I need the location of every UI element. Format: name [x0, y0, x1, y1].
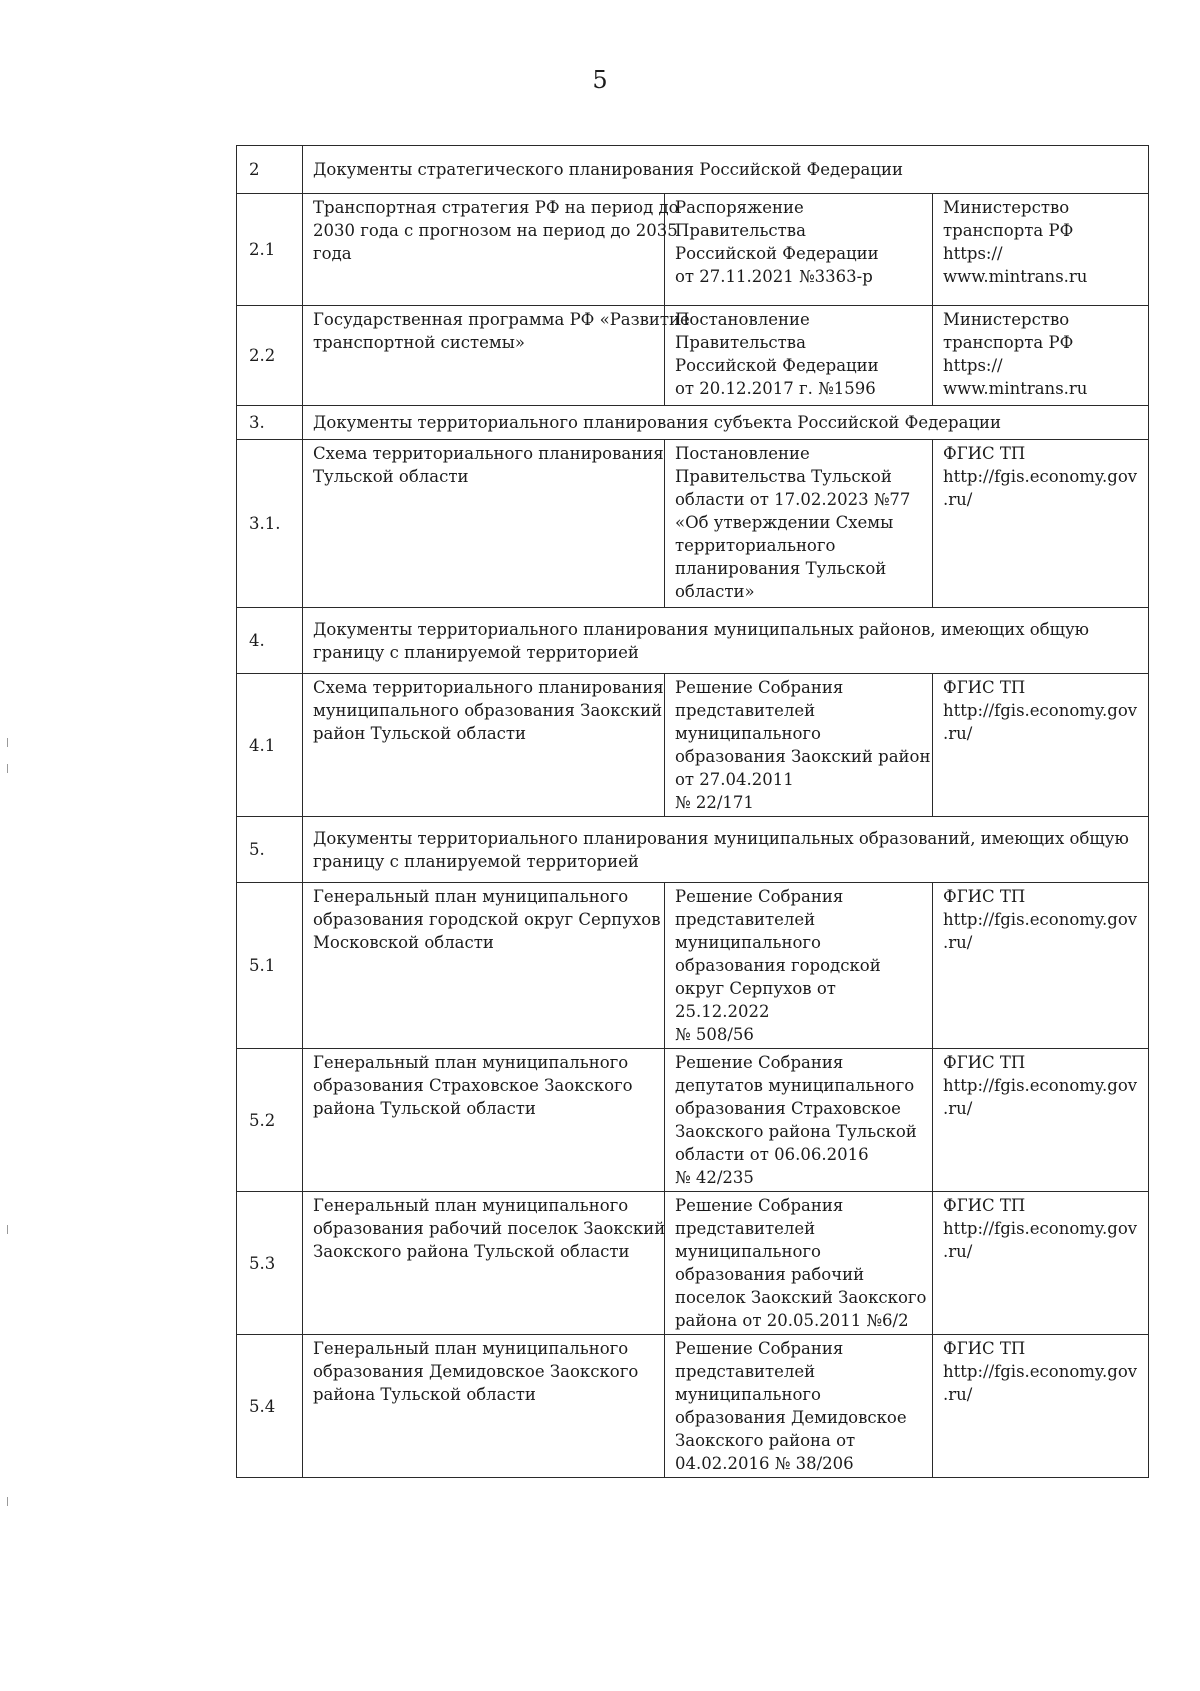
row-number: 2: [237, 146, 303, 194]
approval-act-line: «Об утверждении Схемы: [675, 513, 894, 532]
document-name-line: образования Демидовское Заокского: [313, 1362, 639, 1381]
row-number: 3.1.: [237, 440, 303, 608]
approval-act-line: № 508/56: [675, 1025, 754, 1044]
approval-act-line: Заокского района Тульской: [675, 1122, 917, 1141]
document-name-line: Московской области: [313, 933, 494, 952]
approval-act: [665, 1049, 933, 1192]
table-row: [237, 194, 1149, 306]
section-title-line: Документы территориального планирования муниципальных районов, имеющих общую: [313, 619, 1090, 639]
section-row: [237, 817, 1149, 883]
document-name-line: Тульской области: [313, 467, 469, 486]
section-title-line: Документы территориального планирования муниципальных образований, имеющих общую: [313, 828, 1129, 848]
approval-act-line: Решение Собрания: [675, 1053, 844, 1072]
approval-act-line: 04.02.2016 № 38/206: [675, 1454, 854, 1473]
source-info-line: .ru/: [943, 724, 973, 743]
document-name-line: 2030 года с прогнозом на период до 2035: [313, 221, 678, 240]
source-info-line: .ru/: [943, 1099, 973, 1118]
approval-act-line: муниципального: [675, 933, 821, 952]
approval-act-line: от 20.12.2017 г. №1596: [675, 379, 876, 398]
table-row: [237, 674, 1149, 817]
document-name-line: района Тульской области: [313, 1099, 536, 1118]
source-info-line: http://fgis.economy.gov: [943, 910, 1138, 929]
document-name-line: Генеральный план муниципального: [313, 1339, 629, 1358]
approval-act-line: Распоряжение: [675, 198, 804, 217]
source-info-line: .ru/: [943, 1242, 973, 1261]
approval-act-line: поселок Заокский Заокского: [675, 1288, 927, 1307]
document-name: [303, 194, 679, 306]
source-info: [933, 674, 1149, 817]
section-title-line: Документы стратегического планирования Российской Федерации: [313, 160, 903, 179]
source-info-line: http://fgis.economy.gov: [943, 467, 1138, 486]
table-row: [237, 306, 1149, 406]
row-number: 5.2: [237, 1049, 303, 1192]
document-name: [303, 1049, 665, 1192]
approval-act-line: Заокского района от: [675, 1431, 856, 1450]
approval-act-line: муниципального: [675, 1242, 821, 1261]
document-name-line: Заокского района Тульской области: [313, 1242, 630, 1261]
source-info-line: http://fgis.economy.gov: [943, 1219, 1138, 1238]
row-number: 5.4: [237, 1335, 303, 1478]
section-title: [303, 146, 1149, 194]
source-info-line: www.mintrans.ru: [943, 267, 1088, 286]
document-name-line: Транспортная стратегия РФ на период до: [313, 198, 679, 217]
source-info-line: ФГИС ТП: [943, 887, 1026, 906]
scan-margin-mark: [7, 1497, 8, 1506]
source-info: [933, 440, 1149, 608]
source-info-line: http://fgis.economy.gov: [943, 1076, 1138, 1095]
source-info-line: ФГИС ТП: [943, 1196, 1026, 1215]
document-name: [303, 1335, 665, 1478]
approval-act-line: депутатов муниципального: [675, 1076, 915, 1095]
table-row: [237, 1192, 1149, 1335]
approval-act-line: Решение Собрания: [675, 1339, 844, 1358]
approval-act: [665, 883, 933, 1049]
section-title-line: границу с планируемой территорией: [313, 642, 639, 662]
source-info-line: https://: [943, 356, 1003, 375]
source-info: [933, 194, 1149, 306]
source-info-line: ФГИС ТП: [943, 1053, 1026, 1072]
table-row: [237, 883, 1149, 1049]
approval-act-line: Правительства Тульской: [675, 467, 892, 486]
approval-act-line: Решение Собрания: [675, 678, 844, 697]
section-row: [237, 146, 1149, 194]
source-info-line: .ru/: [943, 1385, 973, 1404]
document-name-line: Генеральный план муниципального: [313, 887, 629, 906]
source-info-line: .ru/: [943, 933, 973, 952]
row-number: 2.2: [237, 306, 303, 406]
approval-act-line: района от 20.05.2011 №6/2: [675, 1311, 909, 1330]
document-name-line: Государственная программа РФ «Развитие: [313, 310, 690, 329]
section-row: [237, 608, 1149, 674]
approval-act-line: образования Заокский район: [675, 747, 931, 766]
source-info-line: Министерство: [943, 310, 1070, 329]
source-info-line: www.mintrans.ru: [943, 379, 1088, 398]
document-name-line: образования городской округ Серпухов: [313, 910, 661, 929]
documents-table-body: [237, 146, 1149, 1478]
source-info: [933, 1049, 1149, 1192]
approval-act-line: Правительства: [675, 221, 806, 240]
section-title: [303, 817, 1149, 883]
approval-act-line: образования городской: [675, 956, 881, 975]
page-number: 5: [592, 66, 608, 94]
documents-table: [236, 145, 1149, 1478]
approval-act: [665, 194, 933, 306]
approval-act-line: Российской Федерации: [675, 244, 879, 263]
approval-act-line: планирования Тульской: [675, 559, 887, 578]
approval-act-line: образования Демидовское: [675, 1408, 907, 1427]
section-title: [303, 608, 1149, 674]
table-row: [237, 1335, 1149, 1478]
document-name: [303, 1192, 665, 1335]
source-info-line: https://: [943, 244, 1003, 263]
approval-act-line: области от 06.06.2016: [675, 1145, 869, 1164]
approval-act-line: образования рабочий: [675, 1265, 865, 1284]
row-number: 3.: [237, 406, 303, 440]
document-name: [303, 674, 665, 817]
document-name-line: Схема территориального планирования: [313, 444, 664, 463]
approval-act-line: № 42/235: [675, 1168, 754, 1187]
approval-act-line: Постановление: [675, 444, 810, 463]
section-title: [303, 406, 1149, 440]
approval-act-line: от 27.11.2021 №3363-р: [675, 267, 873, 286]
source-info-line: транспорта РФ: [943, 221, 1074, 240]
approval-act-line: Решение Собрания: [675, 1196, 844, 1215]
source-info-line: http://fgis.economy.gov: [943, 701, 1138, 720]
approval-act: [665, 440, 933, 608]
section-title-line: Документы территориального планирования субъекта Российской Федерации: [313, 413, 1002, 432]
document-name-line: года: [313, 244, 352, 263]
approval-act: [665, 674, 933, 817]
document-name-line: район Тульской области: [313, 724, 527, 743]
row-number: 5.1: [237, 883, 303, 1049]
approval-act-line: муниципального: [675, 1385, 821, 1404]
approval-act-line: территориального: [675, 536, 836, 555]
document-name-line: Генеральный план муниципального: [313, 1196, 629, 1215]
row-number: 5.: [237, 817, 303, 883]
source-info-line: ФГИС ТП: [943, 444, 1026, 463]
approval-act-line: образования Страховское: [675, 1099, 901, 1118]
document-name-line: Генеральный план муниципального: [313, 1053, 629, 1072]
approval-act-line: округ Серпухов от: [675, 979, 836, 998]
approval-act-line: от 27.04.2011: [675, 770, 794, 789]
approval-act-line: Российской Федерации: [675, 356, 879, 375]
document-name-line: муниципального образования Заокский: [313, 701, 663, 720]
document-name: [303, 883, 665, 1049]
approval-act-line: представителей: [675, 1362, 816, 1381]
approval-act-line: муниципального: [675, 724, 821, 743]
row-number: 4.: [237, 608, 303, 674]
document-name-line: транспортной системы»: [313, 333, 525, 352]
document-name-line: Схема территориального планирования: [313, 678, 664, 697]
approval-act-line: 25.12.2022: [675, 1002, 770, 1021]
document-name: [303, 440, 665, 608]
section-row: [237, 406, 1149, 440]
document-name-line: района Тульской области: [313, 1385, 536, 1404]
source-info-line: .ru/: [943, 490, 973, 509]
document-name-line: образования Страховское Заокского: [313, 1076, 633, 1095]
approval-act-line: Правительства: [675, 333, 806, 352]
row-number: 5.3: [237, 1192, 303, 1335]
approval-act-line: представителей: [675, 701, 816, 720]
approval-act-line: области от 17.02.2023 №77: [675, 490, 911, 509]
approval-act-line: представителей: [675, 910, 816, 929]
approval-act-line: Постановление: [675, 310, 810, 329]
scan-margin-mark: [7, 738, 8, 747]
source-info: [933, 1192, 1149, 1335]
source-info-line: http://fgis.economy.gov: [943, 1362, 1138, 1381]
approval-act: [665, 1192, 933, 1335]
source-info: [933, 883, 1149, 1049]
scan-margin-mark: [7, 764, 8, 773]
approval-act-line: представителей: [675, 1219, 816, 1238]
document-name: [303, 306, 690, 406]
source-info: [933, 1335, 1149, 1478]
approval-act: [665, 306, 933, 406]
approval-act-line: области»: [675, 582, 755, 601]
source-info-line: ФГИС ТП: [943, 1339, 1026, 1358]
section-title-line: границу с планируемой территорией: [313, 851, 639, 871]
row-number: 2.1: [237, 194, 303, 306]
source-info-line: Министерство: [943, 198, 1070, 217]
source-info-line: транспорта РФ: [943, 333, 1074, 352]
document-name-line: образования рабочий поселок Заокский: [313, 1219, 666, 1238]
source-info: [933, 306, 1149, 406]
table-row: [237, 440, 1149, 608]
approval-act-line: № 22/171: [675, 793, 754, 812]
source-info-line: ФГИС ТП: [943, 678, 1026, 697]
row-number: 4.1: [237, 674, 303, 817]
approval-act: [665, 1335, 933, 1478]
scan-margin-mark: [7, 1225, 8, 1234]
table-row: [237, 1049, 1149, 1192]
approval-act-line: Решение Собрания: [675, 887, 844, 906]
